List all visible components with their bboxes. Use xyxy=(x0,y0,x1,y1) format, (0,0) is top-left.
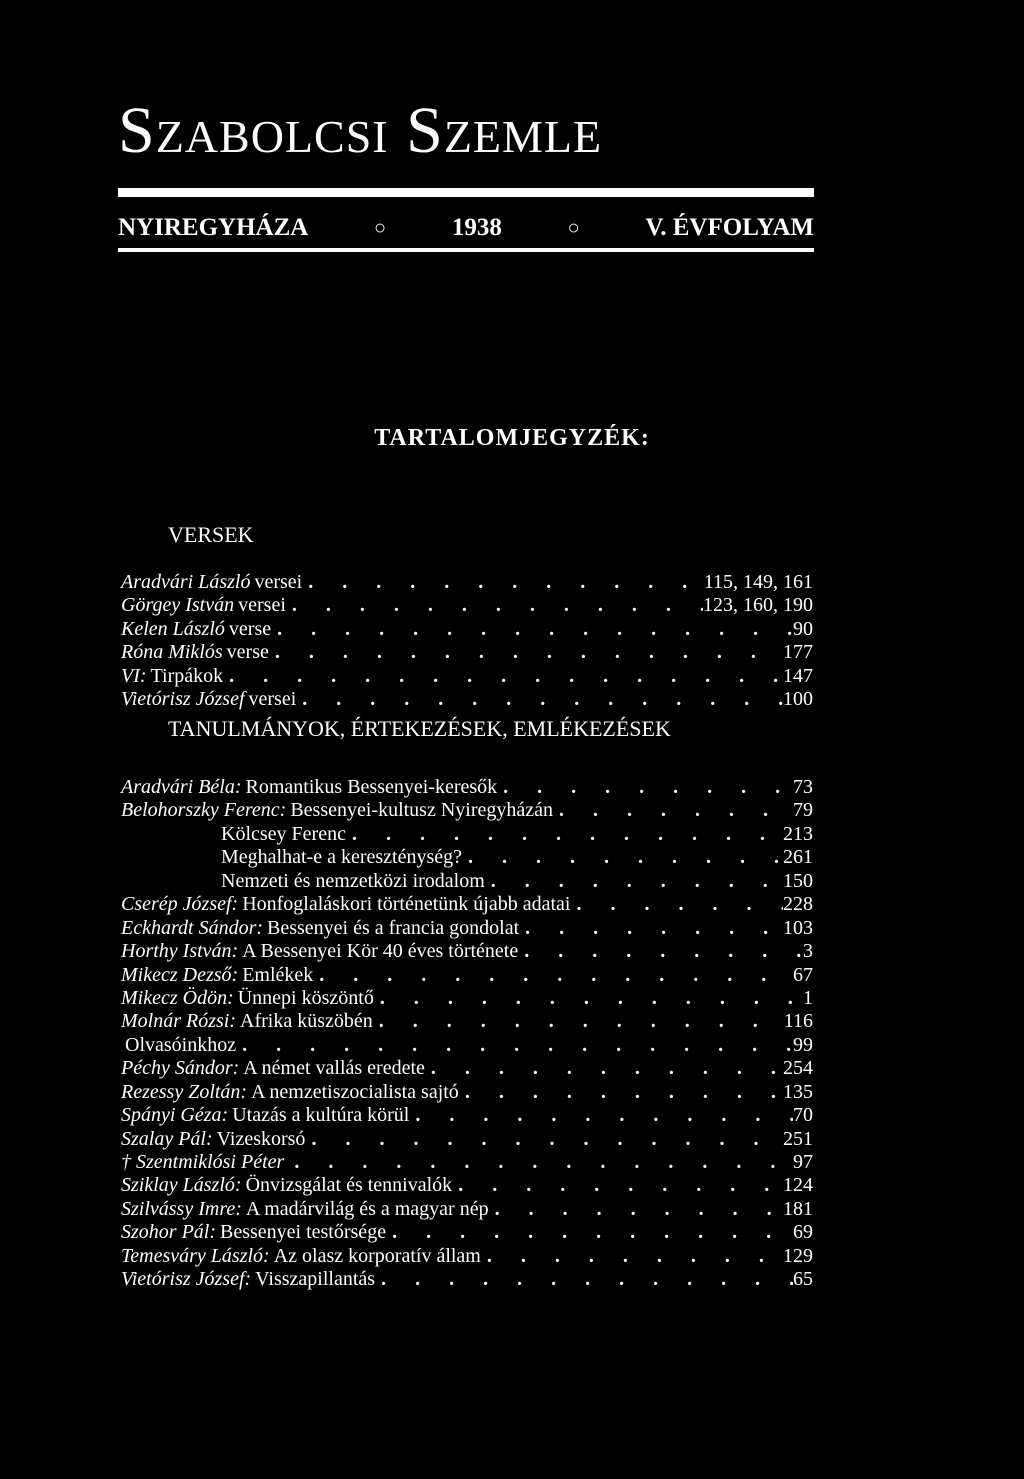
volume: V. ÉVFOLYAM xyxy=(645,214,814,241)
entry-title: verse xyxy=(226,641,269,664)
toc-entry xyxy=(121,917,813,940)
entry-title: Kölcsey Ferenc xyxy=(221,822,346,845)
leader-dots xyxy=(269,641,783,664)
entry-pages: 3 xyxy=(803,940,813,963)
entry-pages: 69 xyxy=(793,1221,813,1244)
entry-pages: 79 xyxy=(793,799,813,822)
entry-title: verse xyxy=(228,617,272,640)
toc-entry xyxy=(121,776,813,799)
entry-author: Kelen László xyxy=(121,617,225,640)
leader-dots xyxy=(223,665,783,688)
toc-entry xyxy=(121,1174,813,1197)
poems-list xyxy=(121,571,813,712)
entry-pages: 147 xyxy=(783,664,813,687)
entry-title: Nemzeti és nemzetközi irodalom xyxy=(221,869,485,892)
toc-entry xyxy=(121,1245,813,1268)
entry-author: Vietórisz József: xyxy=(121,1268,252,1291)
entry-pages: 103 xyxy=(783,916,813,939)
leader-dots xyxy=(386,1221,793,1244)
subheader-rule xyxy=(118,248,814,252)
entry-pages: 97 xyxy=(793,1151,813,1173)
leader-dots xyxy=(485,870,783,893)
entry-author: Péchy Sándor: xyxy=(121,1057,240,1080)
leader-dots xyxy=(305,1128,783,1151)
studies-list xyxy=(121,776,813,1292)
leader-dots xyxy=(346,823,783,846)
entry-pages: 213 xyxy=(783,822,813,845)
toc-entry xyxy=(121,1151,813,1174)
leader-dots xyxy=(452,1174,783,1197)
toc-entry xyxy=(121,1034,813,1057)
entry-author: Horthy István: xyxy=(121,940,239,963)
entry-title: Vizeskorsó xyxy=(216,1127,306,1150)
toc-entry xyxy=(121,618,813,641)
entry-pages: 181 xyxy=(783,1197,813,1220)
entry-pages: 90 xyxy=(793,617,813,640)
leader-dots xyxy=(374,987,803,1010)
entry-author: VI: xyxy=(121,664,147,687)
entry-author: Vietórisz József xyxy=(121,688,245,711)
entry-author: Szalay Pál: xyxy=(121,1127,213,1150)
entry-pages: 100 xyxy=(783,688,813,711)
leader-dots xyxy=(236,1034,793,1057)
toc-title: TARTALOMJEGYZÉK: xyxy=(374,425,650,451)
leader-dots xyxy=(497,776,793,799)
entry-title: Bessenyei-kultusz Nyiregyházán xyxy=(290,799,554,822)
entry-pages: 73 xyxy=(793,776,813,798)
entry-title: Tirpákok xyxy=(150,664,224,687)
entry-title: Romantikus Bessenyei-keresők xyxy=(245,776,498,798)
entry-title: Utazás a kultúra körül xyxy=(232,1104,410,1127)
entry-title: Visszapillantás xyxy=(255,1268,376,1291)
toc-entry xyxy=(121,1198,813,1221)
leader-dots xyxy=(462,846,783,869)
entry-title: Afrika küszöbén xyxy=(240,1010,373,1033)
leader-dots xyxy=(313,964,793,987)
entry-pages: 70 xyxy=(793,1104,813,1127)
entry-title: Honfoglaláskori történetünk újabb adatai xyxy=(242,893,571,916)
entry-author: Rezessy Zoltán: xyxy=(121,1080,248,1103)
toc-entry xyxy=(121,1221,813,1244)
entry-pages: 261 xyxy=(783,846,813,869)
city: NYIREGYHÁZA xyxy=(118,214,309,241)
toc-entry xyxy=(121,964,813,987)
leader-dots xyxy=(375,1268,793,1291)
entry-title: Önvizsgálat és tennivalók xyxy=(245,1174,453,1197)
entry-author: Aradvári Béla: xyxy=(121,776,242,798)
entry-pages: 251 xyxy=(783,1127,813,1150)
subheader xyxy=(118,212,814,244)
section-heading-poems: VERSEK xyxy=(168,522,254,547)
entry-author: Mikecz Ödön: xyxy=(121,986,234,1009)
entry-title: A német vallás eredete xyxy=(243,1057,425,1080)
entry-pages: 135 xyxy=(783,1080,813,1103)
entry-title: Ünnepi köszöntő xyxy=(237,986,374,1009)
leader-dots xyxy=(481,1245,783,1268)
leader-dots xyxy=(425,1057,783,1080)
entry-title: versei xyxy=(248,688,297,711)
toc-entry xyxy=(121,1104,813,1127)
entry-pages: 65 xyxy=(793,1268,813,1291)
entry-pages: 67 xyxy=(793,963,813,986)
leader-dots xyxy=(296,688,783,711)
masthead-rule xyxy=(118,188,814,197)
entry-author: Molnár Rózsi: xyxy=(121,1010,236,1033)
toc-entry xyxy=(121,571,813,594)
entry-author: Mikecz Dezső: xyxy=(121,963,239,986)
entry-pages: 99 xyxy=(793,1033,813,1056)
year: 1938 xyxy=(451,214,502,241)
entry-pages: 150 xyxy=(783,869,813,892)
leader-dots xyxy=(570,893,783,916)
entry-title: Meghalhat-e a kereszténység? xyxy=(221,846,462,869)
entry-title: A Bessenyei Kör 40 éves története xyxy=(242,940,519,963)
circle-separator-icon: ○ xyxy=(567,217,580,239)
toc-entry xyxy=(121,665,813,688)
entry-pages: 116 xyxy=(783,1010,813,1033)
leader-dots xyxy=(409,1104,793,1127)
entry-author: Spányi Géza: xyxy=(121,1104,229,1127)
entry-pages: 124 xyxy=(783,1174,813,1197)
entry-author: Szilvássy Imre: xyxy=(121,1197,242,1220)
entry-author: Cserép József: xyxy=(121,893,239,916)
entry-author: Görgey István xyxy=(121,594,235,617)
entry-title: versei xyxy=(254,571,303,593)
section-heading-studies: TANULMÁNYOK, ÉRTEKEZÉSEK, EMLÉKEZÉSEK xyxy=(168,716,671,741)
toc-entry xyxy=(121,688,813,711)
entry-title: A madárvilág és a magyar nép xyxy=(245,1197,489,1220)
entry-author: Eckhardt Sándor: xyxy=(121,916,264,939)
toc-entry xyxy=(121,1081,813,1104)
toc-entry xyxy=(121,641,813,664)
entry-pages: 1 xyxy=(803,986,813,1009)
toc-entry xyxy=(121,1128,813,1151)
circle-separator-icon: ○ xyxy=(374,217,387,239)
toc-entry xyxy=(121,940,813,963)
entry-pages: 177 xyxy=(783,641,813,664)
entry-title: Bessenyei és a francia gondolat xyxy=(267,916,520,939)
entry-title: Olvasóinkhoz xyxy=(125,1033,237,1056)
entry-author: Aradvári László xyxy=(121,571,251,593)
leader-dots xyxy=(489,1198,783,1221)
entry-author: Belohorszky Ferenc: xyxy=(121,799,287,822)
toc-entry xyxy=(121,823,813,846)
toc-entry xyxy=(121,799,813,822)
leader-dots xyxy=(288,1151,793,1174)
toc-entry xyxy=(121,1010,813,1033)
leader-dots xyxy=(286,594,703,617)
entry-title: Bessenyei testőrsége xyxy=(220,1221,387,1244)
entry-author: Szohor Pál: xyxy=(121,1221,216,1244)
entry-pages: 115, 149, 161 xyxy=(703,571,813,593)
toc-entry xyxy=(121,987,813,1010)
leader-dots xyxy=(271,618,793,641)
entry-author: Sziklay László: xyxy=(121,1174,242,1197)
entry-title: A nemzetiszocialista sajtó xyxy=(251,1080,459,1103)
toc-entry xyxy=(121,1268,813,1291)
entry-author: Róna Miklós xyxy=(121,641,223,664)
toc-entry xyxy=(121,846,813,869)
entry-pages: 254 xyxy=(783,1057,813,1080)
entry-title: Az olasz korporatív állam xyxy=(273,1244,481,1267)
toc-entry xyxy=(121,893,813,916)
entry-title: Emlékek xyxy=(242,963,314,986)
toc-entry xyxy=(121,1057,813,1080)
leader-dots xyxy=(553,799,793,822)
entry-pages: 123, 160, 190 xyxy=(703,594,813,617)
leader-dots xyxy=(519,917,783,940)
leader-dots xyxy=(302,571,704,594)
toc-entry xyxy=(121,594,813,617)
entry-pages: 228 xyxy=(783,893,813,916)
entry-author: Temesváry László: xyxy=(121,1244,270,1267)
masthead-title: Szabolcsi Szemle xyxy=(118,94,603,167)
entry-title: versei xyxy=(238,594,286,617)
leader-dots xyxy=(459,1081,783,1104)
entry-author: † Szentmiklósi Péter xyxy=(121,1151,285,1173)
entry-pages: 129 xyxy=(783,1244,813,1267)
leader-dots xyxy=(518,940,803,963)
leader-dots xyxy=(373,1010,784,1033)
toc-entry xyxy=(121,870,813,893)
